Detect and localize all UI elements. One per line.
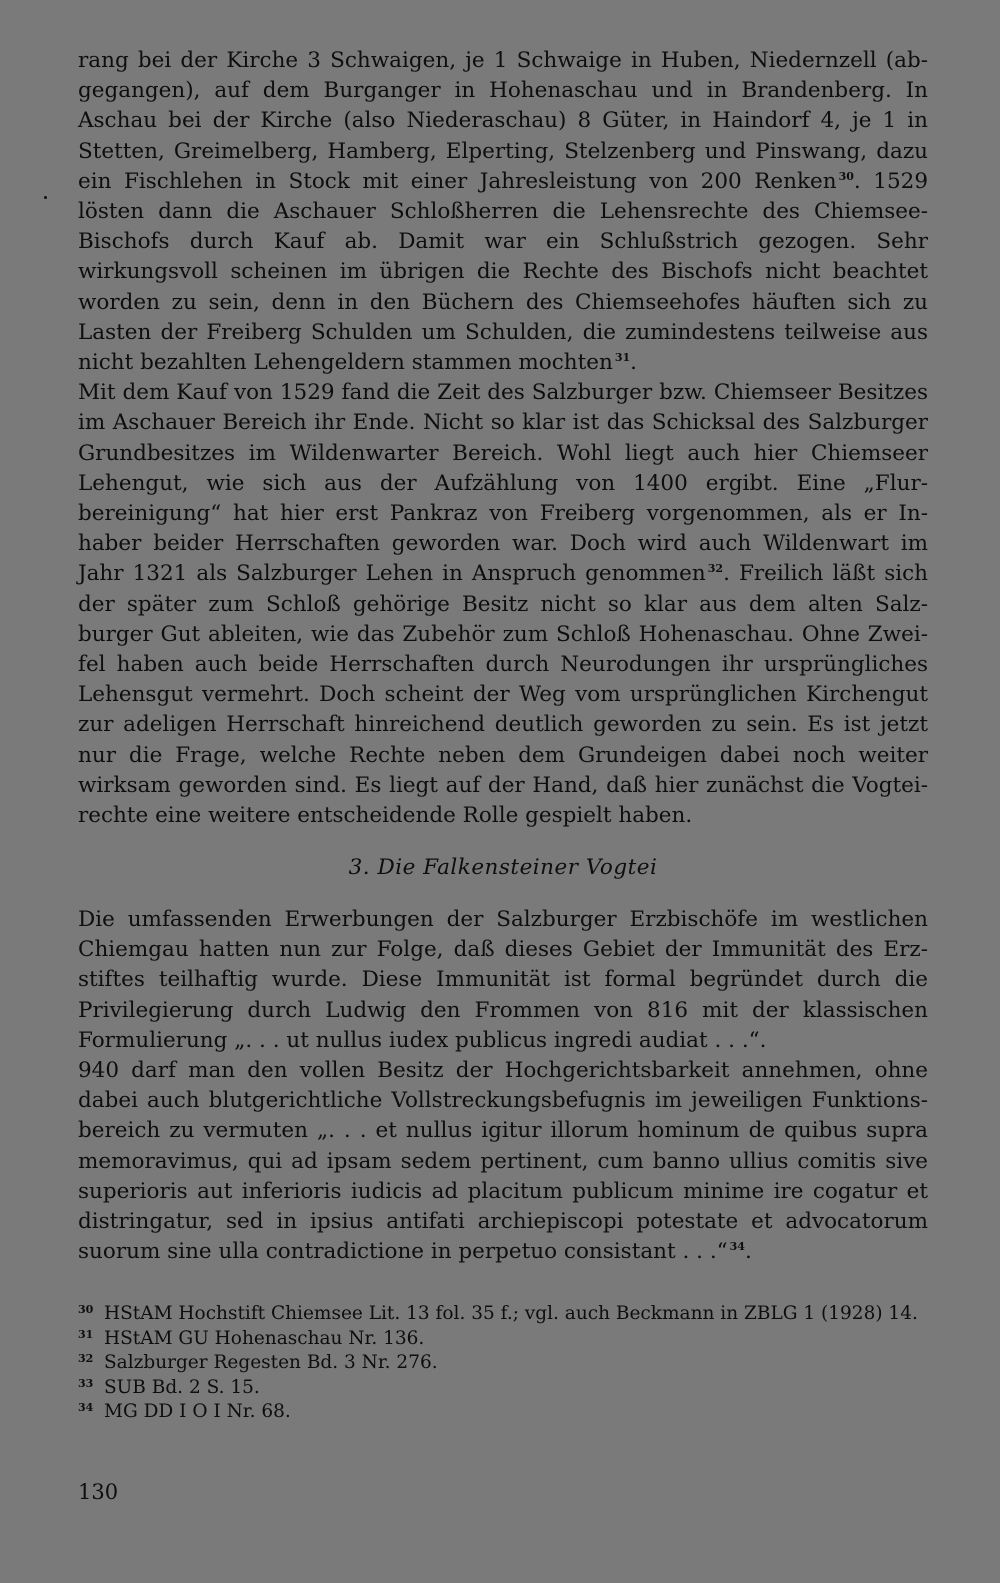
paragraph: rang bei der Kirche 3 Schwaigen, je 1 Schwaige in Huben, Niedernzell (abgegangen), auf dem Burganger in Hohenaschau und in Brandenberg. In Aschau bei der Kirche (also Niederaschau) 8 Güter, in Haindorf 4, je 1 in Stetten, Greimelberg, Hamberg, Elperting, Stelzenberg und Pinswang, dazu ein Fischlehen in Stock mit einer Jahresleistung von 200 Renken $^{30}$. 1529 lösten dann die Aschauer Schloßherren die Lehensrechte des Chiemsee-Bischofs durch Kauf ab. Damit war ein Schlußstrich gezogen. Sehr wirkungsvoll scheinen im übrigen die Rechte des Bischofs nicht beachtet worden zu sein, denn in den Büchern des Chiemseehofes häuften sich zu Lasten der Freiberg Schulden um Schulden, die zumindestens teilweise aus nicht bezahlten Lehengeldern stammen mochten $^{31}$. [78,48,928,376]
section-heading: 3. Die Falkensteiner Vogtei [348,855,658,880]
footnote-ref-34[interactable]: 34 [729,1240,745,1254]
footnote-ref-32[interactable]: 32 [707,562,724,576]
footnote: 34 MG DD I O I Nr. 68. [78,1401,291,1422]
footnotes [78,1302,928,1425]
paragraph: Mit dem Kauf von 1529 fand die Zeit des Salzburger bzw. Chiemseer Besitzes im Aschauer Bereich ihr Ende. Nicht so klar ist das Schicksal des Salzburger Grundbesitzes im Wildenwarter Bereich. Wohl liegt auch hier Chiemseer Lehengut, wie sich aus der Aufzählung von 1400 ergibt. Eine „Flurbereinigung“ hat hier erst Pankraz von Freiberg vorgenommen, als er Inhaber beider Herrschaften geworden war. Doch wird auch Wildenwart im Jahr 1321 als Salzburger Lehen in Anspruch genommen $^{32}$. Freilich läßt sich der später zum Schloß gehörige Besitz nicht so klar aus dem alten Salzburger Gut ableiten, wie das Zubehör zum Schloß Hohenaschau. Ohne Zweifel haben auch beide Herrschaften durch Neurodungen ihr ursprüngliches Lehensgut vermehrt. Doch scheint der Weg vom ursprünglichen Kirchengut zur adeligen Herrschaft hinreichend deutlich geworden zu sein. Es ist jetzt nur die Frage, welche Rechte neben dem Grundeigen dabei noch weiter wirksam geworden sind. Es liegt auf der Hand, daß hier zunächst die Vogteirechte eine weitere entscheidende Rolle gespielt haben. [78,380,928,829]
section-text-2 [78,905,928,1267]
paragraph: Die umfassenden Erwerbungen der Salzburger Erzbischöfe im westlichen Chiemgau hatten nun zur Folge, daß dieses Gebiet der Immunität des Erzstiftes teilhaftig wurde. Diese Immunität ist formal begründet durch die Privilegierung durch Ludwig den Frommen von 816 mit der klassischen Formulierung „. . . ut nullus iudex publicus ingredi audiat . . .“. [78,907,928,1053]
footnote: 33 SUB Bd. 2 S. 15. [78,1376,260,1398]
footnote-ref-31[interactable]: 31 [614,351,631,365]
scan-speck [44,196,47,199]
page-number: 130 [78,1480,119,1504]
paragraph: 940 darf man den vollen Besitz der Hochgerichtsbarkeit annehmen, ohne dabei auch blutgerichtliche Vollstreckungsbefugnis im jeweiligen Funktionsbereich zu vermuten „. . . et nullus igitur illorum hominum de quibus supra memoravimus, qui ad ipsam sedem pertinent, cum banno ullius comitis sive superioris aut inferioris iudicis ad placitum publicum minime ire cogatur et distringatur, sed in ipsius antifati archiepiscopi potestate et advocatorum suorum sine ulla contradictione in perpetuo consistant . . .“ $^{34}$. [78,1058,928,1265]
footnote: 32 Salzburger Regesten Bd. 3 Nr. 276. [78,1352,438,1373]
footnote-ref-30[interactable]: 30 [838,169,854,183]
section-text-1 [78,46,928,831]
footnote: 31 HStAM GU Hohenaschau Nr. 136. [78,1327,425,1349]
footnote: 30 HStAM Hochstift Chiemsee Lit. 13 fol. 35 f.; vgl. auch Beckmann in ZBLG 1 (1928) 14. [78,1303,918,1324]
